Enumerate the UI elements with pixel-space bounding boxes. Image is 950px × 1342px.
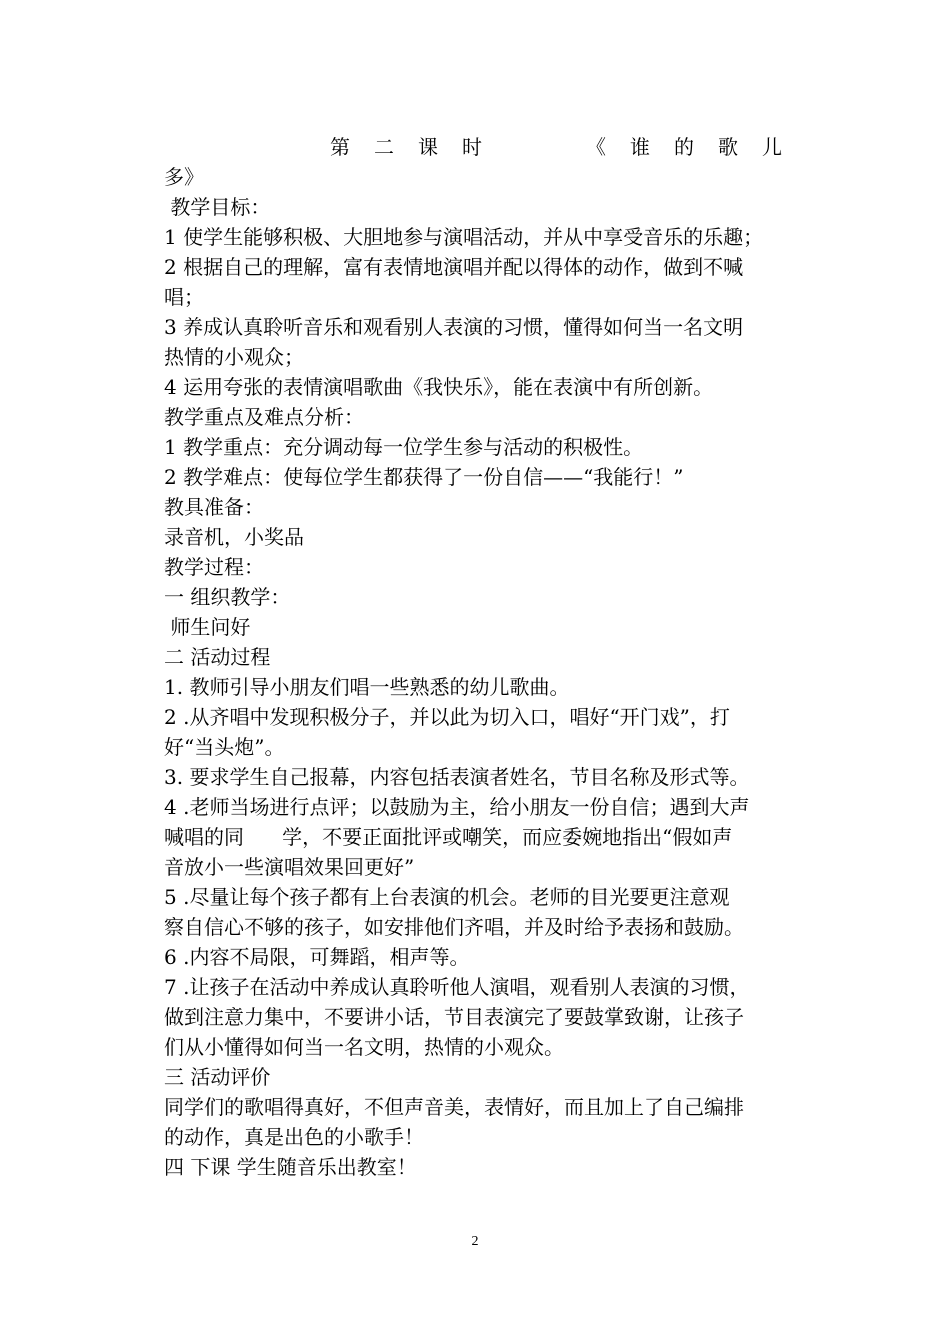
- text-line: 1 教学重点：充分调动每一位学生参与活动的积极性。: [164, 435, 644, 459]
- text-line: 三 活动评价: [164, 1065, 271, 1089]
- title-char: 谁: [630, 135, 650, 159]
- text-line: 二 活动过程: [164, 645, 271, 669]
- title-char: 课: [418, 135, 438, 159]
- text-line: 4 运用夸张的表情演唱歌曲《我快乐》，能在表演中有所创新。: [164, 375, 714, 399]
- text-line: 好“当头炮”。: [164, 735, 285, 759]
- title-left: [330, 132, 482, 162]
- text-line: 师生问好: [164, 615, 251, 639]
- title-char: 二: [374, 135, 394, 159]
- text-line: 教具准备：: [164, 495, 264, 519]
- text-line: 一 组织教学：: [164, 585, 291, 609]
- text-line: 教学目标：: [164, 195, 271, 219]
- text-line: 3 养成认真聆听音乐和观看别人表演的习惯，懂得如何当一名文明: [164, 315, 744, 339]
- title-char: 《: [586, 135, 606, 159]
- text-line: 2 .从齐唱中发现积极分子，并以此为切入口，唱好“开门戏”，打: [164, 705, 730, 729]
- title-char: 歌: [718, 135, 738, 159]
- title-char: 的: [674, 135, 694, 159]
- document-body: [164, 132, 788, 1182]
- text-line: 5 .尽量让每个孩子都有上台表演的机会。老师的目光要更注意观: [164, 885, 730, 909]
- text-line: 察自信心不够的孩子，如安排他们齐唱，并及时给予表扬和鼓励。: [164, 915, 744, 939]
- text-line: 1. 教师引导小朋友们唱一些熟悉的幼儿歌曲。: [164, 675, 570, 699]
- text-line: 们从小懂得如何当一名文明，热情的小观众。: [164, 1035, 564, 1059]
- text-line: 4 .老师当场进行点评；以鼓励为主，给小朋友一份自信；遇到大声: [164, 795, 750, 819]
- text-line: 7 .让孩子在活动中养成认真聆听他人演唱，观看别人表演的习惯，: [164, 975, 750, 999]
- text-line: 教学重点及难点分析：: [164, 405, 364, 429]
- title-right: [586, 132, 782, 162]
- text-line: 的动作，真是出色的小歌手！: [164, 1125, 424, 1149]
- title-char: 时: [462, 135, 482, 159]
- page-number: 2: [471, 1234, 479, 1249]
- text-line: 2 教学难点：使每位学生都获得了一份自信——“我能行！”: [164, 465, 684, 489]
- text-line: 多》: [164, 165, 204, 189]
- text-line: 1 使学生能够积极、大胆地参与演唱活动，并从中享受音乐的乐趣；: [164, 225, 764, 249]
- text-line: 唱；: [164, 285, 204, 309]
- text-line: 热情的小观众；: [164, 345, 304, 369]
- text-line: 四 下课 学生随音乐出教室！: [164, 1155, 417, 1179]
- text-line: 喊唱的同 学，不要正面批评或嘲笑，而应委婉地指出“假如声: [164, 825, 733, 849]
- text-line: 录音机，小奖品: [164, 525, 304, 549]
- title-char: 第: [330, 135, 350, 159]
- lesson-title: [330, 132, 782, 162]
- text-line: 同学们的歌唱得真好，不但声音美，表情好，而且加上了自己编排: [164, 1095, 744, 1119]
- text-line: 2 根据自己的理解，富有表情地演唱并配以得体的动作，做到不喊: [164, 255, 744, 279]
- text-line: 音放小一些演唱效果回更好”: [164, 855, 415, 879]
- title-char: 儿: [762, 135, 782, 159]
- text-line: 3. 要求学生自己报幕，内容包括表演者姓名，节目名称及形式等。: [164, 765, 750, 789]
- text-line: 6 .内容不局限，可舞蹈，相声等。: [164, 945, 470, 969]
- text-line: 做到注意力集中，不要讲小话，节目表演完了要鼓掌致谢，让孩子: [164, 1005, 744, 1029]
- text-line: 教学过程：: [164, 555, 264, 579]
